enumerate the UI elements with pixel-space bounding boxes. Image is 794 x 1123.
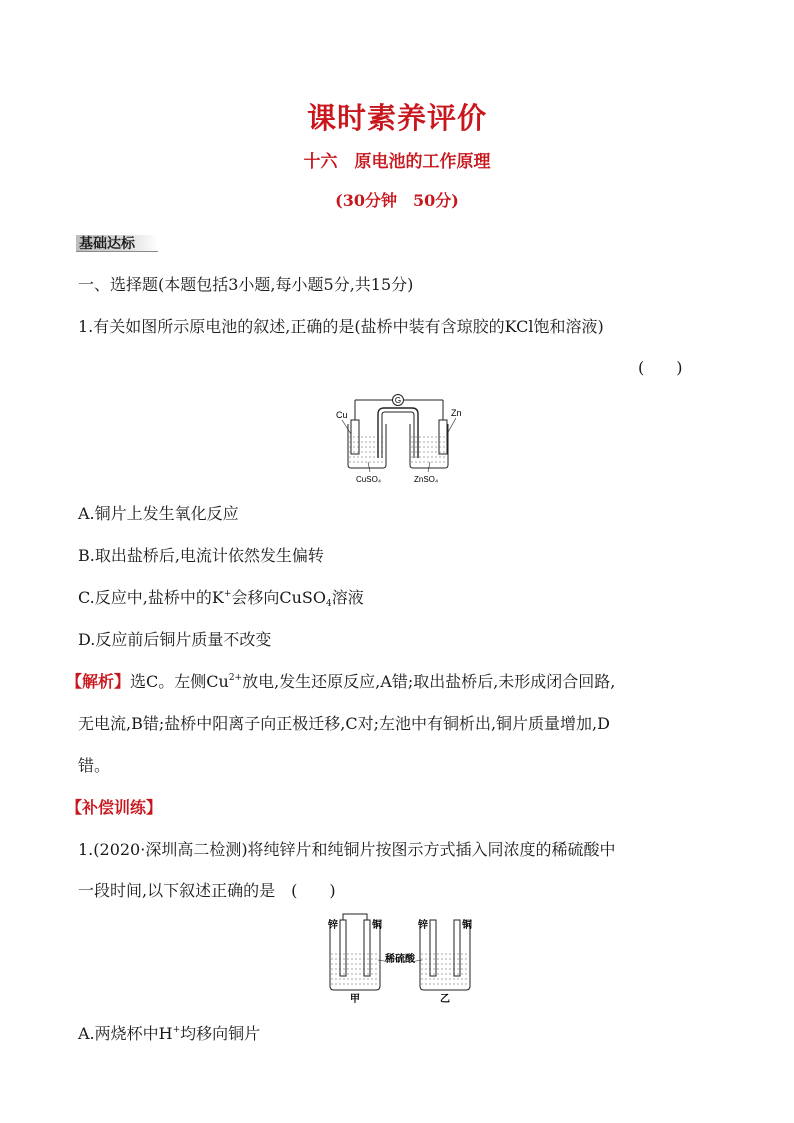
time-score-info: (30分钟 50分) bbox=[335, 191, 459, 210]
analysis-tag: 【解析】 bbox=[66, 672, 131, 691]
znso4-label: ZnSO₄ bbox=[414, 475, 439, 484]
beaker-a-copper-plate bbox=[364, 920, 370, 976]
salt-bridge-outer bbox=[378, 408, 418, 458]
supplement-question-stem-1: 1.(2020·深圳高二检测)将纯锌片和纯铜片按图示方式插入同浓度的稀硫酸中 bbox=[78, 840, 616, 859]
beaker-b-label: 乙 bbox=[440, 994, 450, 1004]
question-1-stem: 1.有关如图所示原电池的叙述,正确的是(盐桥中装有含琼胶的KCl饱和溶液) bbox=[78, 317, 604, 336]
analysis-line-1: 【解析】选C。左侧$Cu^{2+}$放电,发生还原反应,A错;取出盐桥后,未形成闭合回路, bbox=[66, 672, 616, 691]
question-1-option-a: A.铜片上发生氧化反应 bbox=[78, 504, 239, 523]
beaker-a bbox=[330, 926, 380, 990]
section-header-basic bbox=[76, 232, 158, 252]
cuso4-label: CuSO₄ bbox=[356, 475, 382, 484]
question-1-answer-blank: ( ) bbox=[638, 358, 683, 377]
zinc-label-b: 锌 bbox=[418, 920, 428, 931]
supplement-tag: 【补偿训练】 bbox=[66, 798, 163, 817]
page-title: 课时素养评价 bbox=[306, 101, 487, 135]
dilute-sulfuric-acid-label: 稀硫酸 bbox=[385, 954, 415, 965]
beaker-a-zinc-plate bbox=[340, 920, 346, 976]
zn-label: Zn bbox=[451, 408, 462, 418]
zinc-label-a: 锌 bbox=[328, 920, 338, 931]
beaker-b bbox=[420, 926, 470, 990]
analysis-line-3: 错。 bbox=[78, 756, 111, 775]
supplement-option-a: A.两烧杯中H+均移向铜片 bbox=[78, 1024, 261, 1043]
galvanometer-label: G bbox=[394, 396, 402, 405]
sulfuric-acid-beakers-figure bbox=[320, 912, 480, 1004]
question-1-option-b: B.取出盐桥后,电流计依然发生偏转 bbox=[78, 546, 324, 565]
beaker-b-copper-plate bbox=[454, 920, 460, 976]
beaker-a-label: 甲 bbox=[350, 994, 360, 1004]
question-1-option-d: D.反应前后铜片质量不改变 bbox=[78, 630, 272, 649]
part-heading: 一、选择题(本题包括3小题,每小题5分,共15分) bbox=[78, 275, 414, 294]
galvanic-cell-figure bbox=[330, 392, 470, 488]
salt-bridge-inner bbox=[382, 412, 414, 458]
analysis-line-2: 无电流,B错;盐桥中阳离子向正极迁移,C对;左池中有铜析出,铜片质量增加,D bbox=[78, 714, 610, 733]
beaker-b-zinc-plate bbox=[430, 920, 436, 976]
section-header-label: 基础达标 bbox=[79, 236, 135, 252]
beaker-a-wire bbox=[343, 914, 367, 920]
copper-label-b: 铜 bbox=[462, 920, 472, 931]
supplement-question-stem-2: 一段时间,以下叙述正确的是 ( ) bbox=[78, 881, 336, 900]
copper-label-a: 铜 bbox=[372, 920, 382, 931]
cu-label: Cu bbox=[336, 410, 348, 420]
lesson-subtitle: 十六 原电池的工作原理 bbox=[303, 152, 491, 172]
question-1-option-c: C.反应中,盐桥中的K+会移向CuSO$_4$溶液 bbox=[78, 588, 364, 609]
